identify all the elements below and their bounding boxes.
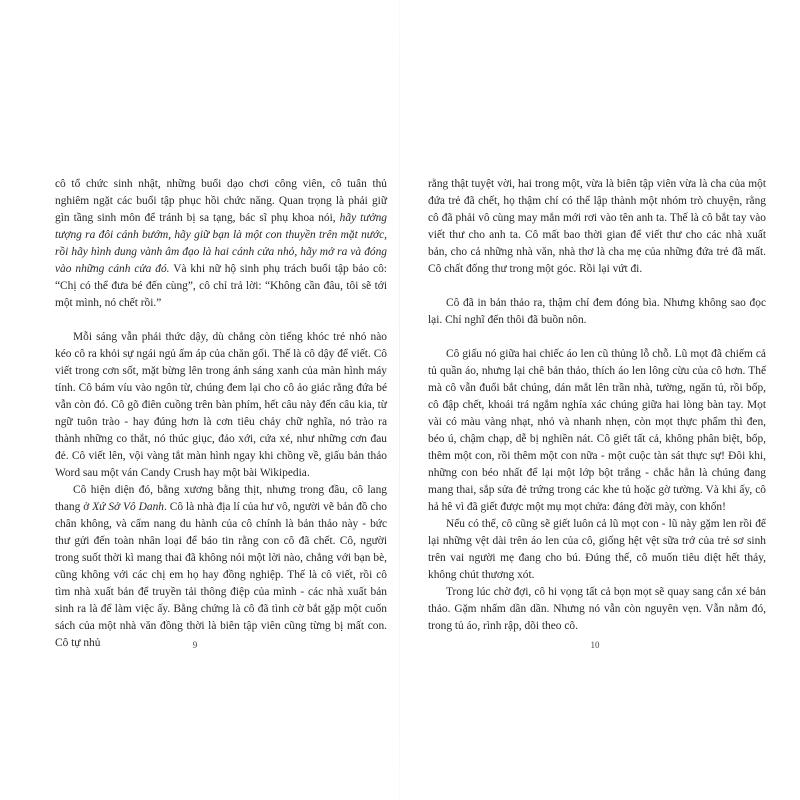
page-number: 9 bbox=[192, 640, 198, 650]
right-page-text bbox=[428, 176, 766, 635]
paragraph: Nếu có thể, cô cũng sẽ giết luôn cả lũ mọt con - lũ này gặm len rồi để lại những vệt dài trên áo len của cô, giống hệt vệt sữa trớ của trẻ sơ sinh trên vai người mẹ đang cho bú. Đúng thế, cô muốn tiêu diệt hết thảy, không chút thương xót. bbox=[428, 518, 766, 581]
paragraph-text: Cô hiện diện đó, bằng xương bằng thịt, nhưng trong đầu, cô lang thang ở bbox=[55, 484, 387, 513]
paragraph-text: . Cô là nhà địa lí của hư vô, người vẽ bản đồ cho chân không, và cẩm nang du hành của cô chính là bản thảo này - bức thư gửi đến toàn nhân loại để báo tin rằng con cô đã chết. Cô, người trong suốt thời kì mang thai đã không nói một lời nào, chẳng với bạn bè, cũng không với các chị em họ hay đồng nghiệp. Thế là cô viết, rồi cô tìm nhà xuất bản để truyền tải thông điệp của mình - các nhà xuất bản sinh ra là để làm việc ấy. Bằng chứng là cô đã tình cờ bắt gặp một cuốn sách của một nhà văn đồng thời là biên tập viên cũng từng bị mất con. Cô tự nhủ bbox=[55, 501, 387, 649]
left-page-text bbox=[55, 176, 387, 652]
italic-text: hãy tưởng tượng ra đôi cánh bướm, hãy giữ bạn là một con thuyền trên mặt nước, rồi hãy hình dung vành âm đạo là hai cánh cửa nhỏ, hãy mở ra và đóng vào những cánh cửa đó. bbox=[55, 212, 387, 275]
paragraph bbox=[55, 176, 387, 312]
paragraph: rằng thật tuyệt vời, hai trong một, vừa là biên tập viên vừa là cha của một đứa trẻ đã chết, họ thậm chí có thể lập thành một nhóm trò chuyện, rằng cô đã phải vô cùng may mắn mới rơi vào tên anh ta. Thế là cô bắt tay vào viết thư cho anh ta. Cô mất bao thời gian để viết thư cho các nhà xuất bản, cho cả những nhà văn, nhà thơ là cha mẹ của những đứa trẻ đã mất. Cô chất đống thư trong một góc. Rồi lại vứt đi. bbox=[428, 178, 766, 275]
paragraph: Cô giấu nó giữa hai chiếc áo len cũ thủng lỗ chỗ. Lũ mọt đã chiếm cả tủ quần áo, nhưng lại chê bản thảo, thích áo len lông cừu của cô hơn. Thế mà cô vẫn đuổi bắt chúng, dán mắt lên trần nhà, tường, ngăn tủ, rồi bốp, cô đập chết, khoái trá ngắm nghía xác chúng giữa hai lòng bàn tay. Mọt vài có màu vàng nhạt, nhỏ và nhanh nhẹn, còn mọt thực phẩm thì đen, béo ú, chậm chạp, dễ bị nghiền nát. Cô giết tất cả, không phân biệt, bốp, thêm một con, rồi thêm một con nữa - một cuộc tàn sát thực sự! Đôi khi, những con béo nhất để lại một lớp bột trắng - chắc hẳn là chúng đang mang thai, sắp sửa đẻ trứng trong các khe tủ hoặc gờ tường. Và khi ấy, cô hả hê vì đã giết được một mụ mọt chửa: đáng đời mày, con khốn! bbox=[428, 348, 766, 513]
paragraph: Trong lúc chờ đợi, cô hi vọng tất cả bọn mọt sẽ quay sang cắn xé bản thảo. Gặm nhấm dần dần. Nhưng nó vẫn còn nguyên vẹn. Vẫn nằm đó, trong tủ áo, rình rập, dõi theo cô. bbox=[428, 586, 766, 632]
right-page bbox=[400, 0, 800, 800]
italic-text: Xứ Sở Vô Danh bbox=[92, 501, 164, 513]
paragraph: Cô đã in bản thảo ra, thậm chí đem đóng bìa. Nhưng không sao đọc lại. Chỉ nghĩ đến thôi đã buồn nôn. bbox=[428, 297, 766, 326]
page-number: 10 bbox=[590, 640, 600, 650]
paragraph: Mỗi sáng vẫn phải thức dậy, dù chẳng còn tiếng khóc trẻ nhỏ nào kéo cô ra khỏi sự ngái ngủ ấm áp của chăn gối. Thế là cô dậy để viết. Cô viết trong cơn sốt, mặt bừng lên trong ánh sáng xanh của màn hình máy tính. Cô bám víu vào ngôn từ, chúng đem lại cho cô ảo giác rằng đứa bé vẫn còn đó. Cô gõ điên cuồng trên bàn phím, hết câu này đến câu kia, từ ngữ tuôn trào - hay đúng hơn là cơn tiêu chảy chữ nghĩa, nó trào ra thành những co thắt, nó thúc giục, đảo xới, cứa xé, như những cơn đau đẻ. Cô viết lên, vội vàng tắt màn hình ngay khi chồng về, giấu bản thảo Word sau một ván Candy Crush hay một bài Wikipedia. bbox=[55, 331, 387, 479]
paragraph bbox=[55, 482, 387, 652]
paragraph-text: cô tổ chức sinh nhật, những buổi dạo chơi công viên, cô tuân thủ nghiêm ngặt các buổi tập phục hồi chức năng. Quan trọng là phải giữ gìn tầng sinh môn để tránh bị sa tạng, bác sĩ phụ khoa nói, bbox=[55, 178, 387, 224]
paragraph-text: Và khi nữ hộ sinh phụ trách buổi tập bảo cô: “Chị có thể đưa bé đến cùng”, cô chỉ trả lời: “Không cần đâu, tôi sẽ tới một mình, nó chết rồi.” bbox=[55, 263, 387, 309]
